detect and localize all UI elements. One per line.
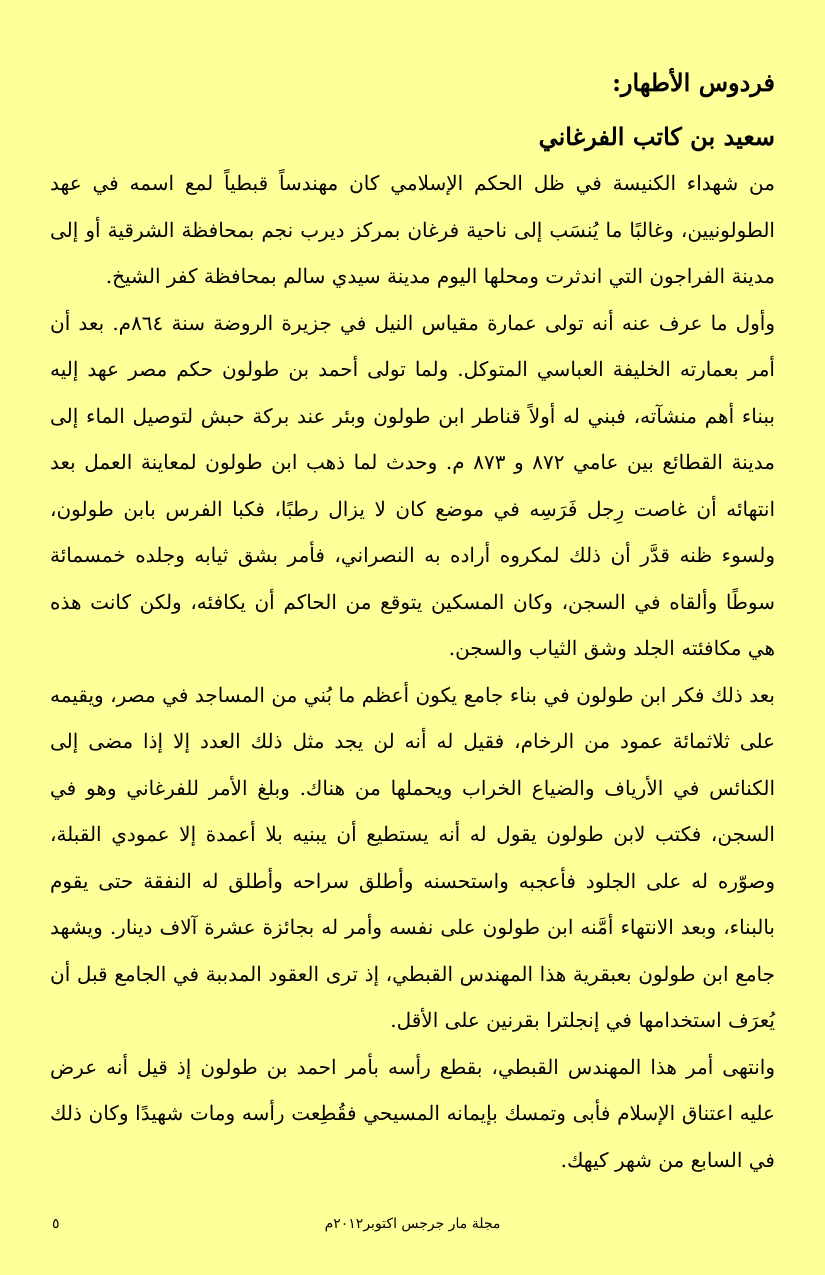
paragraph: وأول ما عرف عنه أنه تولى عمارة مقياس النيل في جزيرة الروضة سنة ٨٦٤م. بعد أن أمر بعمارته الخليفة العباسي المتوكل. ولما تولى أحمد بن طولون حكم مصر عهد إليه ببناء أهم منشآته، فبني له أولاً قناطر ابن طولون وبئر عند بركة حبش لتوصيل الماء إلى مدينة القطائع بين عامي ٨٧٢ و ٨٧٣ م. وحدث لما ذهب ابن طولون لمعاينة العمل بعد انتهائه أن غاصت رِجل فَرَسِه في موضع كان لا يزال رطبًا، فكبا الفرس بابن طولون، ولسوء ظنه قدَّر أن ذلك لمكروه أراده به النصراني، فأمر بشق ثيابه وجلده خمسمائة سوطًا وألقاه في السجن، وكان المسكين يتوقع من الحاكم أن يكافئه، ولكن كانت هذه هي مكافئته الجلد وشق الثياب والسجن. (50, 310, 776, 660)
page-content (50, 60, 775, 1183)
page-number: ٥ (52, 1216, 60, 1232)
article-title: سعيد بن كاتب الفرغاني (538, 122, 775, 151)
journal-name: مجلة مار جرجس اكتوبر٢٠١٢م (324, 1216, 501, 1232)
section-title: فردوس الأطهار: (612, 68, 775, 97)
paragraph: من شهداء الكنيسة في ظل الحكم الإسلامي كان مهندساً قبطياً لمع اسمه في عهد الطولونيين، وغالبًا ما يُنسَب إلى ناحية فرغان بمركز ديرب نجم بمحافظة الشرقية أو إلى مدينة الفراجون التي اندثرت ومحلها اليوم مدينة سيدي سالم بمحافظة كفر الشيخ. (50, 171, 775, 288)
page-footer (50, 1216, 775, 1240)
paragraph: وانتهى أمر هذا المهندس القبطي، بقطع رأسه بأمر احمد بن طولون إذ قيل أنه عرض عليه اعتناق الإسلام فأبى وتمسك بإيمانه المسيحي فقُطِعت رأسه ومات شهيدًا وكان ذلك في السابع من شهر كيهك. (50, 1054, 775, 1172)
paragraph: بعد ذلك فكر ابن طولون في بناء جامع يكون أعظم ما بُني من المساجد في مصر، ويقيمه على ثلاثمائة عمود من الرخام، فقيل له أنه لن يجد مثل ذلك العدد إلا إذا مضى إلى الكنائس في الأرياف والضياع الخراب ويحملها من هناك. وبلغ الأمر للفرغاني وهو في السجن، فكتب لابن طولون يقول له أنه يستطيع أن يبنيه بلا أعمدة إلا عمودي القبلة، وصوّره له على الجلود فأعجبه واستحسنه وأطلق سراحه وأطلق له النفقة حتى يقوم بالبناء، وبعد الانتهاء أمَّنه ابن طولون على نفسه وأمر له بجائزة عشرة آلاف دينار. ويشهد جامع ابن طولون بعبقرية هذا المهندس القبطي، إذ ترى العقود المدببة في الجامع قبل أن يُعرَف استخدامها في إنجلترا بقرنين على الأقل. (50, 682, 775, 1032)
